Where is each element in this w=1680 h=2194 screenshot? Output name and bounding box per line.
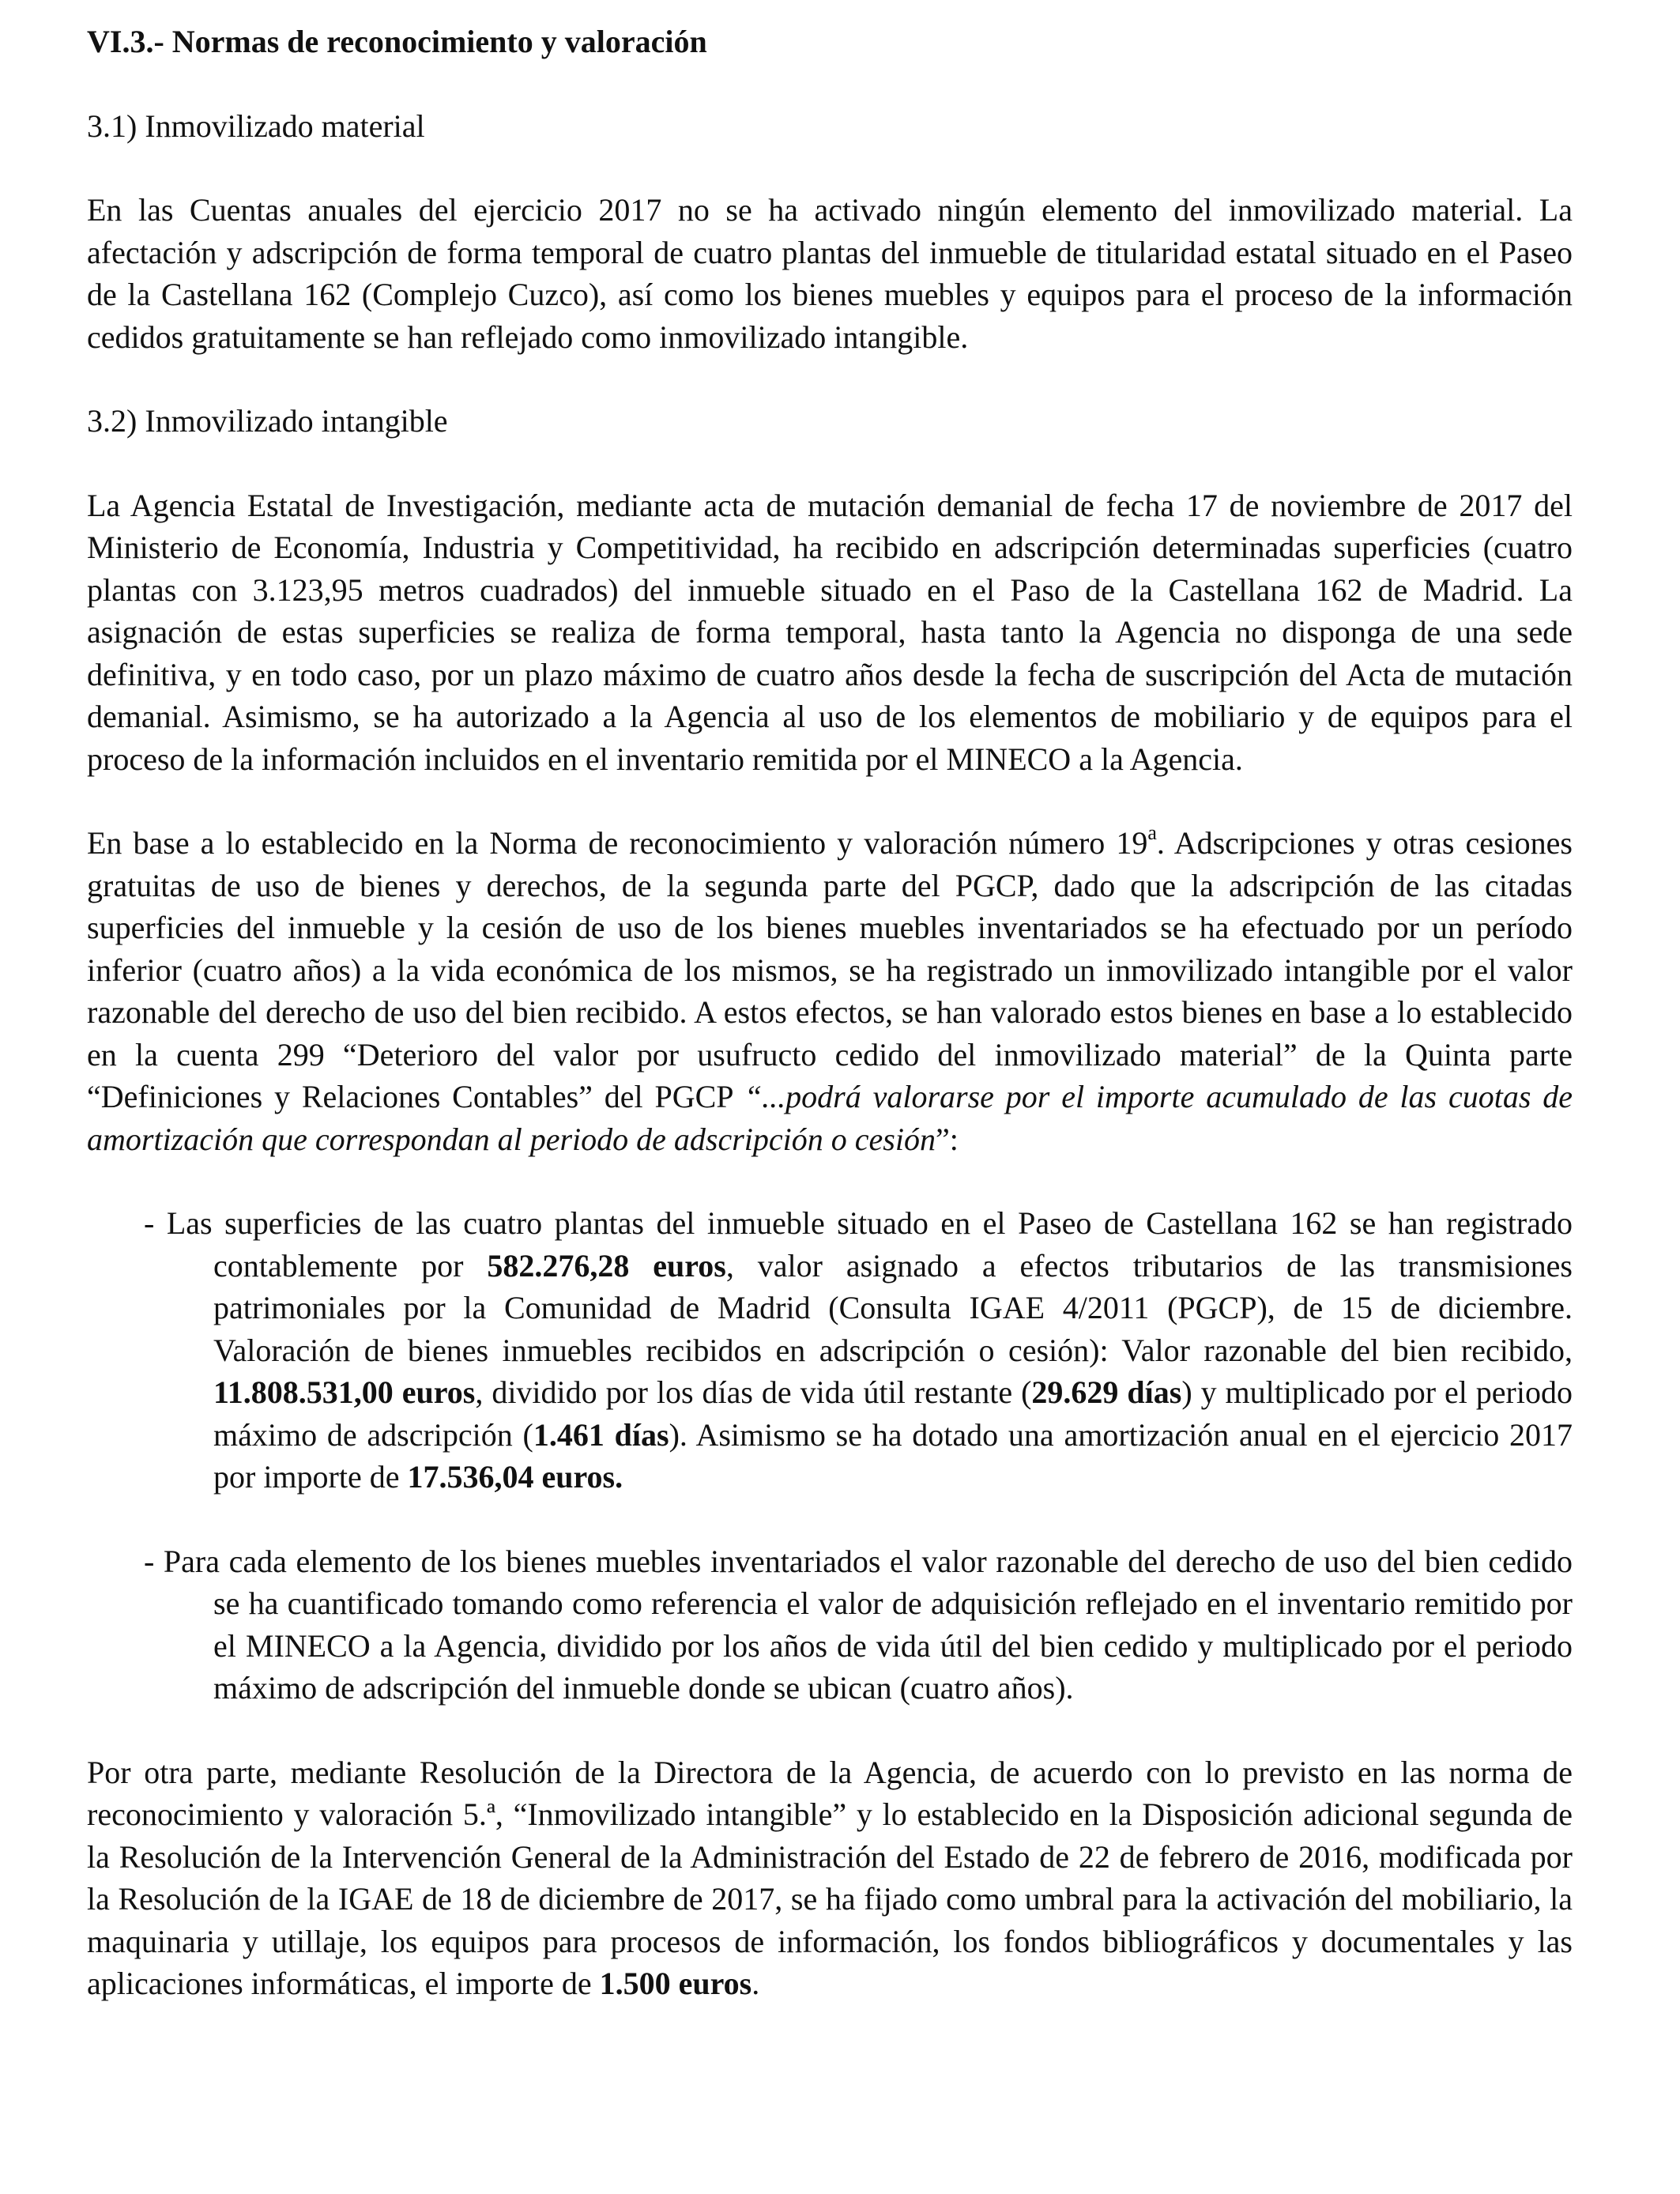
- list-item-text: Para cada elemento de los bienes muebles inventariados el valor razonable del derecho de uso del bien cedido se ha cuantificado tomando como referencia el valor de adquisición reflejado en el inventario remitido por el MINECO a la Agencia, dividido por los años de vida útil del bien cedido y multiplicado por el periodo máximo de adscripción del inmueble donde se ubican (cuatro años).: [154, 1543, 1573, 1706]
- section-title: VI.3.- Normas de reconocimiento y valoración: [87, 24, 707, 59]
- list-dash: -: [144, 1205, 155, 1241]
- umbral-text: Por otra parte, mediante Resolución de la Directora de la Agencia, de acuerdo con lo previsto en las norma de reconocimiento y valoración 5.ª, “Inmovilizado intangible” y lo establecido en la Disposición adicional segunda de la Resolución de la Intervención General de la Administración del Estado de 22 de febrero de 2016, modificada por la Resolución de la IGAE de 18 de diciembre de 2017, se ha fijado como umbral para la activación del mobiliario, la maquinaria y utillaje, los equipos para procesos de información, los fondos bibliográficos y documentales y las aplicaciones informáticas, el importe de: [87, 1754, 1573, 2001]
- list-item-superficies: [144, 1202, 1573, 1498]
- list-item-text: ) y multiplicado por el periodo máximo de adscripción (: [213, 1374, 1573, 1453]
- norma-superscript: a: [1147, 820, 1157, 844]
- days-adscripcion: 1.461 días: [533, 1416, 669, 1453]
- paragraph-norma-valoracion: [87, 822, 1573, 1160]
- amount-umbral: 1.500 euros: [599, 1966, 752, 2001]
- amount-valor-razonable: 11.808.531,00 euros: [213, 1374, 476, 1410]
- norma-text-b: . Adscripciones y otras cesiones gratuitas de uso de bienes y derechos, de la segunda parte del PGCP, dado que la adscripción de las citadas superficies del inmueble y la cesión de uso de los bienes muebles inventariados se ha efectuado por un período inferior (cuatro años) a la vida económica de los mismos, se ha registrado un inmovilizado intangible por el valor razonable del derecho de uso del bien recibido. A estos efectos, se han valorado estos bienes en base a lo establecido en la cuenta 299 “Deterioro del valor por usufructo cedido del inmovilizado material” de la Quinta parte “Definiciones y Relaciones Contables” del PGCP: [87, 825, 1573, 1114]
- paragraph-umbral-activacion: [87, 1751, 1573, 2005]
- list-dash: -: [144, 1543, 155, 1579]
- list-item-bienes-muebles: [144, 1540, 1573, 1710]
- subsection-title-inmovilizado-material: 3.1) Inmovilizado material: [87, 107, 425, 144]
- list-item-text: Las superficies de las cuatro plantas del inmueble situado en el Paseo de Castellana 162 se han registrado contablemente por: [154, 1205, 1573, 1284]
- paragraph-inmovilizado-material: En las Cuentas anuales del ejercicio 2017 no se ha activado ningún elemento del inmovilizado material. La afectación y adscripción de forma temporal de cuatro plantas del inmueble de titularidad estatal situado en el Paseo de la Castellana 162 (Complejo Cuzco), así como los bienes muebles y equipos para el proceso de la información cedidos gratuitamente se han reflejado como inmovilizado intangible.: [87, 192, 1573, 355]
- norma-quote: “...podrá valorarse por el importe acumulado de las cuotas de amortización que correspondan al periodo de adscripción o cesión: [87, 1079, 1573, 1157]
- paragraph-acta-mutacion: La Agencia Estatal de Investigación, mediante acta de mutación demanial de fecha 17 de noviembre de 2017 del Ministerio de Economía, Industria y Competitividad, ha recibido en adscripción determinadas superficies (cuatro plantas con 3.123,95 metros cuadrados) del inmueble situado en el Paso de la Castellana 162 de Madrid. La asignación de estas superficies se realiza de forma temporal, hasta tanto la Agencia no disponga de una sede definitiva, y en todo caso, por un plazo máximo de cuatro años desde la fecha de suscripción del Acta de mutación demanial. Asimismo, se ha autorizado a la Agencia al uso de los elementos de mobiliario y de equipos para el proceso de la información incluidos en el inventario remitida por el MINECO a la Agencia.: [87, 487, 1573, 777]
- norma-text-c: ”:: [935, 1121, 959, 1157]
- umbral-period: .: [751, 1966, 760, 2001]
- amount-registrado: 582.276,28 euros: [487, 1247, 726, 1284]
- list-item-text: , dividido por los días de vida útil restante (: [475, 1374, 1032, 1410]
- subsection-title-inmovilizado-intangible: 3.2) Inmovilizado intangible: [87, 403, 448, 439]
- bullet-list: [87, 1202, 1573, 1710]
- amount-amortizacion: 17.536,04 euros.: [407, 1459, 623, 1495]
- document-page: [87, 21, 1573, 2005]
- days-vida-util: 29.629 días: [1031, 1374, 1182, 1410]
- list-item-text: ). Asimismo se ha dotado una amortización anual en el ejercicio 2017 por importe de: [213, 1416, 1573, 1495]
- list-item-text: , valor asignado a efectos tributarios de las transmisiones patrimoniales por la Comunidad de Madrid (Consulta IGAE 4/2011 (PGCP), de 15 de diciembre. Valoración de bienes inmuebles recibidos en adscripción o cesión): Valor razonable del bien recibido,: [213, 1247, 1573, 1368]
- norma-text-a: En base a lo establecido en la Norma de reconocimiento y valoración número 19: [87, 825, 1148, 861]
